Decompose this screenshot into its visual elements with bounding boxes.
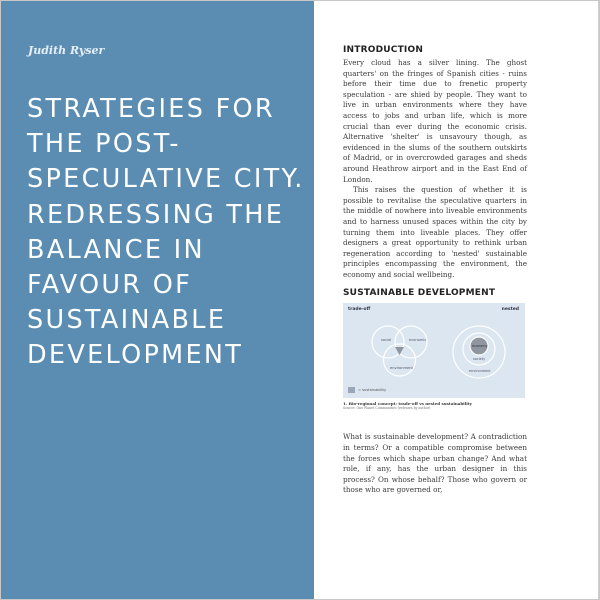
sustainability-diagram (343, 303, 525, 398)
legend-text: = sustainability (358, 388, 387, 393)
figure-caption: 1. Bio-regional concept: trade-off vs nested sustainability (343, 401, 472, 407)
venn-overlap (395, 347, 404, 355)
nested-label: nested (501, 307, 519, 313)
venn-social-text: social (381, 338, 392, 343)
article-title: STRATEGIES FOR THE POST-SPECULATIVE CITY. REDRESSING THE BALANCE IN FAVOUR OF SUSTAINABLE DEVELOPMENT (27, 94, 305, 371)
paragraph-3: What is sustainable development? A contradiction in terms? Or a compatible compromise between the forces which shape urban change? And what role, if any, has the urban designer in this process? On whose behalf? Those who govern or those who are governed or, (343, 432, 527, 495)
nested-society-text: society (473, 357, 486, 362)
venn-economic-text: economic (409, 338, 427, 343)
sustainable-development-heading: SUSTAINABLE DEVELOPMENT (343, 288, 496, 299)
intro-paragraph-2: This raises the question of whether it is possible to revitalise the speculative quarters in the middle of nowhere into liveable environments and to harness unused spaces within the city by turning them into liveable places. They offer designers a great opportunity to rethink urban regeneration according to 'nested' sustainable principles encompassing the environment, the economy and social wellbeing. (343, 185, 527, 279)
legend-swatch (348, 387, 355, 393)
article-body (343, 45, 527, 496)
diagram-graphic (343, 303, 525, 398)
nested-economy-text: economy (472, 344, 488, 349)
figure-source: Source: One Planet Communities (redrawn by author) (343, 406, 431, 411)
intro-paragraph-1: Every cloud has a silver lining. The ghost quarters' on the fringes of Spanish cities - ruins before their time due to frenetic property speculation - are shied by people. They want to live in urban environments where they have access to jobs and urban life, which is more crucial than ever during the economic crisis. Alternative 'shelter' is unsavoury though, as evidenced in the slums of the southern outskirts of Madrid, or in overcrowded garages and sheds around Heathrow airport and in the East End of London. (343, 58, 527, 184)
nested-environment-text: environment (469, 369, 491, 374)
introduction-heading: INTRODUCTION (343, 45, 424, 55)
trade-off-label: trade-off (348, 307, 371, 313)
author-name: Judith Ryser (28, 44, 105, 57)
venn-environment-text: environment (390, 366, 413, 371)
diagram-legend (348, 387, 386, 393)
